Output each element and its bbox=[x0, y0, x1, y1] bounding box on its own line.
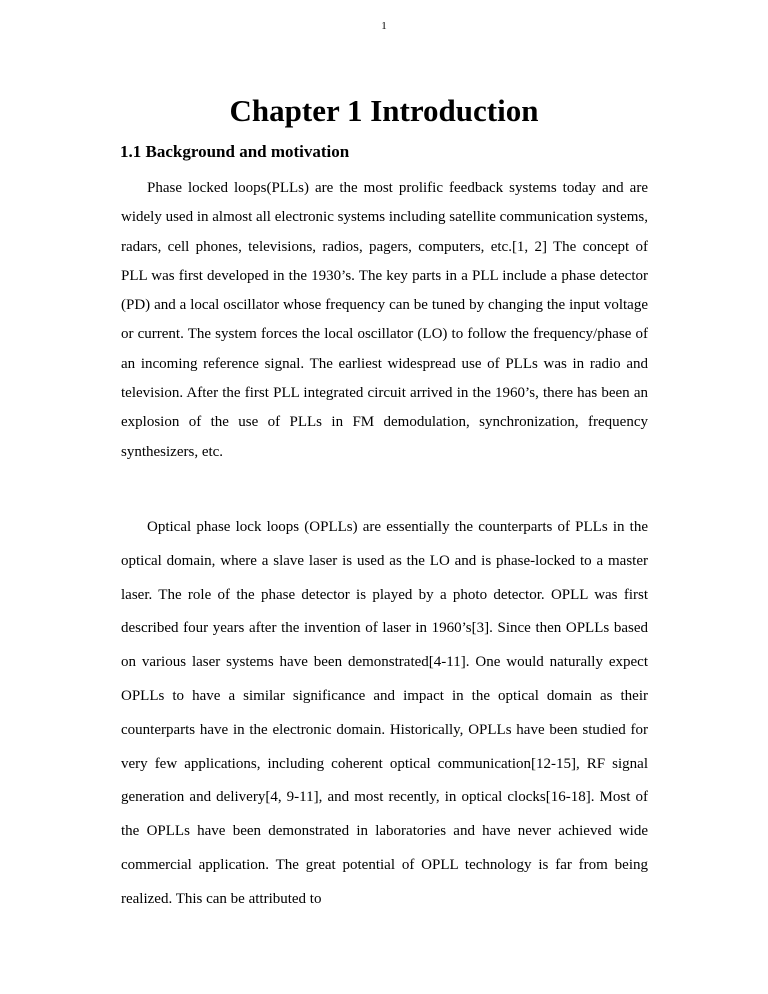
page-number: 1 bbox=[381, 20, 387, 32]
chapter-title: Chapter 1 Introduction bbox=[229, 93, 539, 128]
paragraph-opll-motivation: Optical phase lock loops (OPLLs) are essentially the counterparts of PLLs in the optical domain, where a slave laser is used as the LO and is phase-locked to a master laser. The role of the phase detector is played by a photo detector. OPLL was first described four years after the invention of laser in 1960’s[3]. Since then OPLLs based on various laser systems have been demonstrated[4-11]. One would naturally expect OPLLs to have a similar significance and impact in the optical domain as their counterparts have in the electronic domain. Historically, OPLLs have been studied for very few applications, including coherent optical communication[12-15], RF signal generation and delivery[4, 9-11], and most recently, in optical clocks[16-18]. Most of the OPLLs have been demonstrated in laboratories and have never achieved wide commercial application. The great potential of OPLL technology is far from being realized. This can be attributed to bbox=[121, 519, 648, 907]
paragraph-pll-background: Phase locked loops(PLLs) are the most prolific feedback systems today and are widely used in almost all electronic systems including satellite communication systems, radars, cell phones, televisions, radios, pagers, computers, etc.[1, 2] The concept of PLL was first developed in the 1930’s. The key parts in a PLL include a phase detector (PD) and a local oscillator whose frequency can be tuned by changing the input voltage or current. The system forces the local oscillator (LO) to follow the frequency/phase of an incoming reference signal. The earliest widespread use of PLLs was in radio and television. After the first PLL integrated circuit arrived in the 1960’s, there has been an explosion of the use of PLLs in FM demodulation, synchronization, frequency synthesizers, etc. bbox=[121, 180, 648, 460]
section-heading: 1.1 Background and motivation bbox=[120, 142, 350, 161]
